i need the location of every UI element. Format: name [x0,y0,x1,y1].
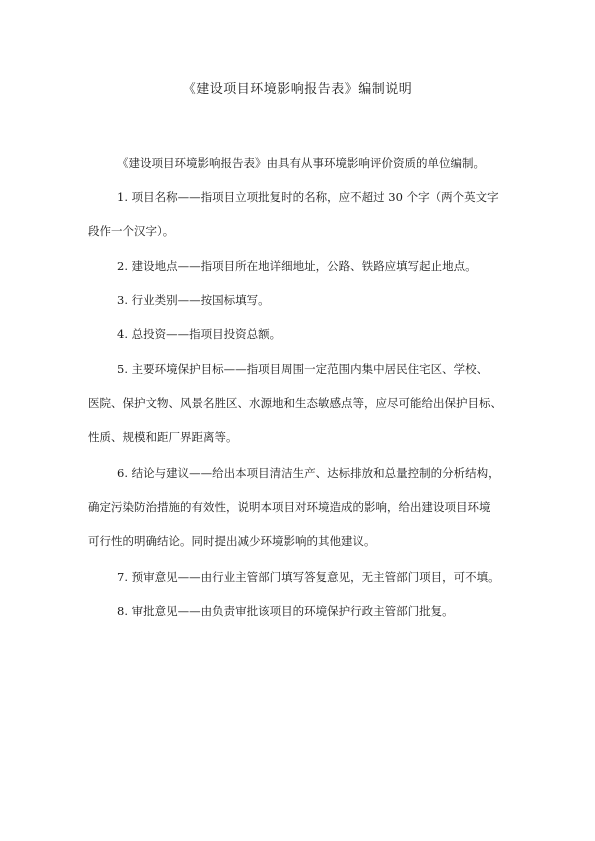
item-8-line-1: 8. 审批意见——由负责审批该项目的环境保护行政主管部门批复。 [117,604,454,618]
item-7-line-1: 7. 预审意见——由行业主管部门填写答复意见，无主管部门项目，可不填。 [117,570,500,584]
item-4-line-1: 4. 总投资——指项目投资总额。 [117,327,282,341]
intro-text: 《建设项目环境影响报告表》由具有从事环境影响评价资质的单位编制。 [117,156,485,170]
item-1-line-2: 段作一个汉字）。 [88,224,175,238]
item-6-line-2: 确定污染防治措施的有效性，说明本项目对环境造成的影响，给出建设项目环境 [88,500,491,514]
item-6-line-3: 可行性的明确结论。同时提出减少环境影响的其他建议。 [88,534,376,548]
item-6-line-1: 6. 结论与建议——给出本项目清洁生产、达标排放和总量控制的分析结构， [117,466,500,480]
item-5 [88,352,518,454]
intro-paragraph [88,146,518,180]
item-1 [88,180,518,248]
item-2-line-1: 2. 建设地点——指项目所在地详细地址，公路、铁路应填写起止地点。 [117,259,477,273]
item-5-line-1: 5. 主要环境保护目标——指项目周围一定范围内集中居民住宅区、学校、 [117,362,489,376]
item-1-line-1: 1. 项目名称——指项目立项批复时的名称，应不超过 30 个字（两个英文字 [117,190,499,204]
item-4 [88,317,518,351]
item-5-line-2: 医院、保护文物、风景名胜区、水源地和生态敏感点等，应尽可能给出保护目标、 [88,396,502,410]
document-title: 《建设项目环境影响报告表》编制说明 [182,82,413,97]
item-3-line-1: 3. 行业类别——按国标填写。 [117,293,270,307]
item-7 [88,560,518,594]
item-2 [88,249,518,283]
item-5-line-3: 性质、规模和距厂界距离等。 [88,430,238,444]
item-3 [88,283,518,317]
item-6 [88,456,518,558]
item-8 [88,594,518,628]
